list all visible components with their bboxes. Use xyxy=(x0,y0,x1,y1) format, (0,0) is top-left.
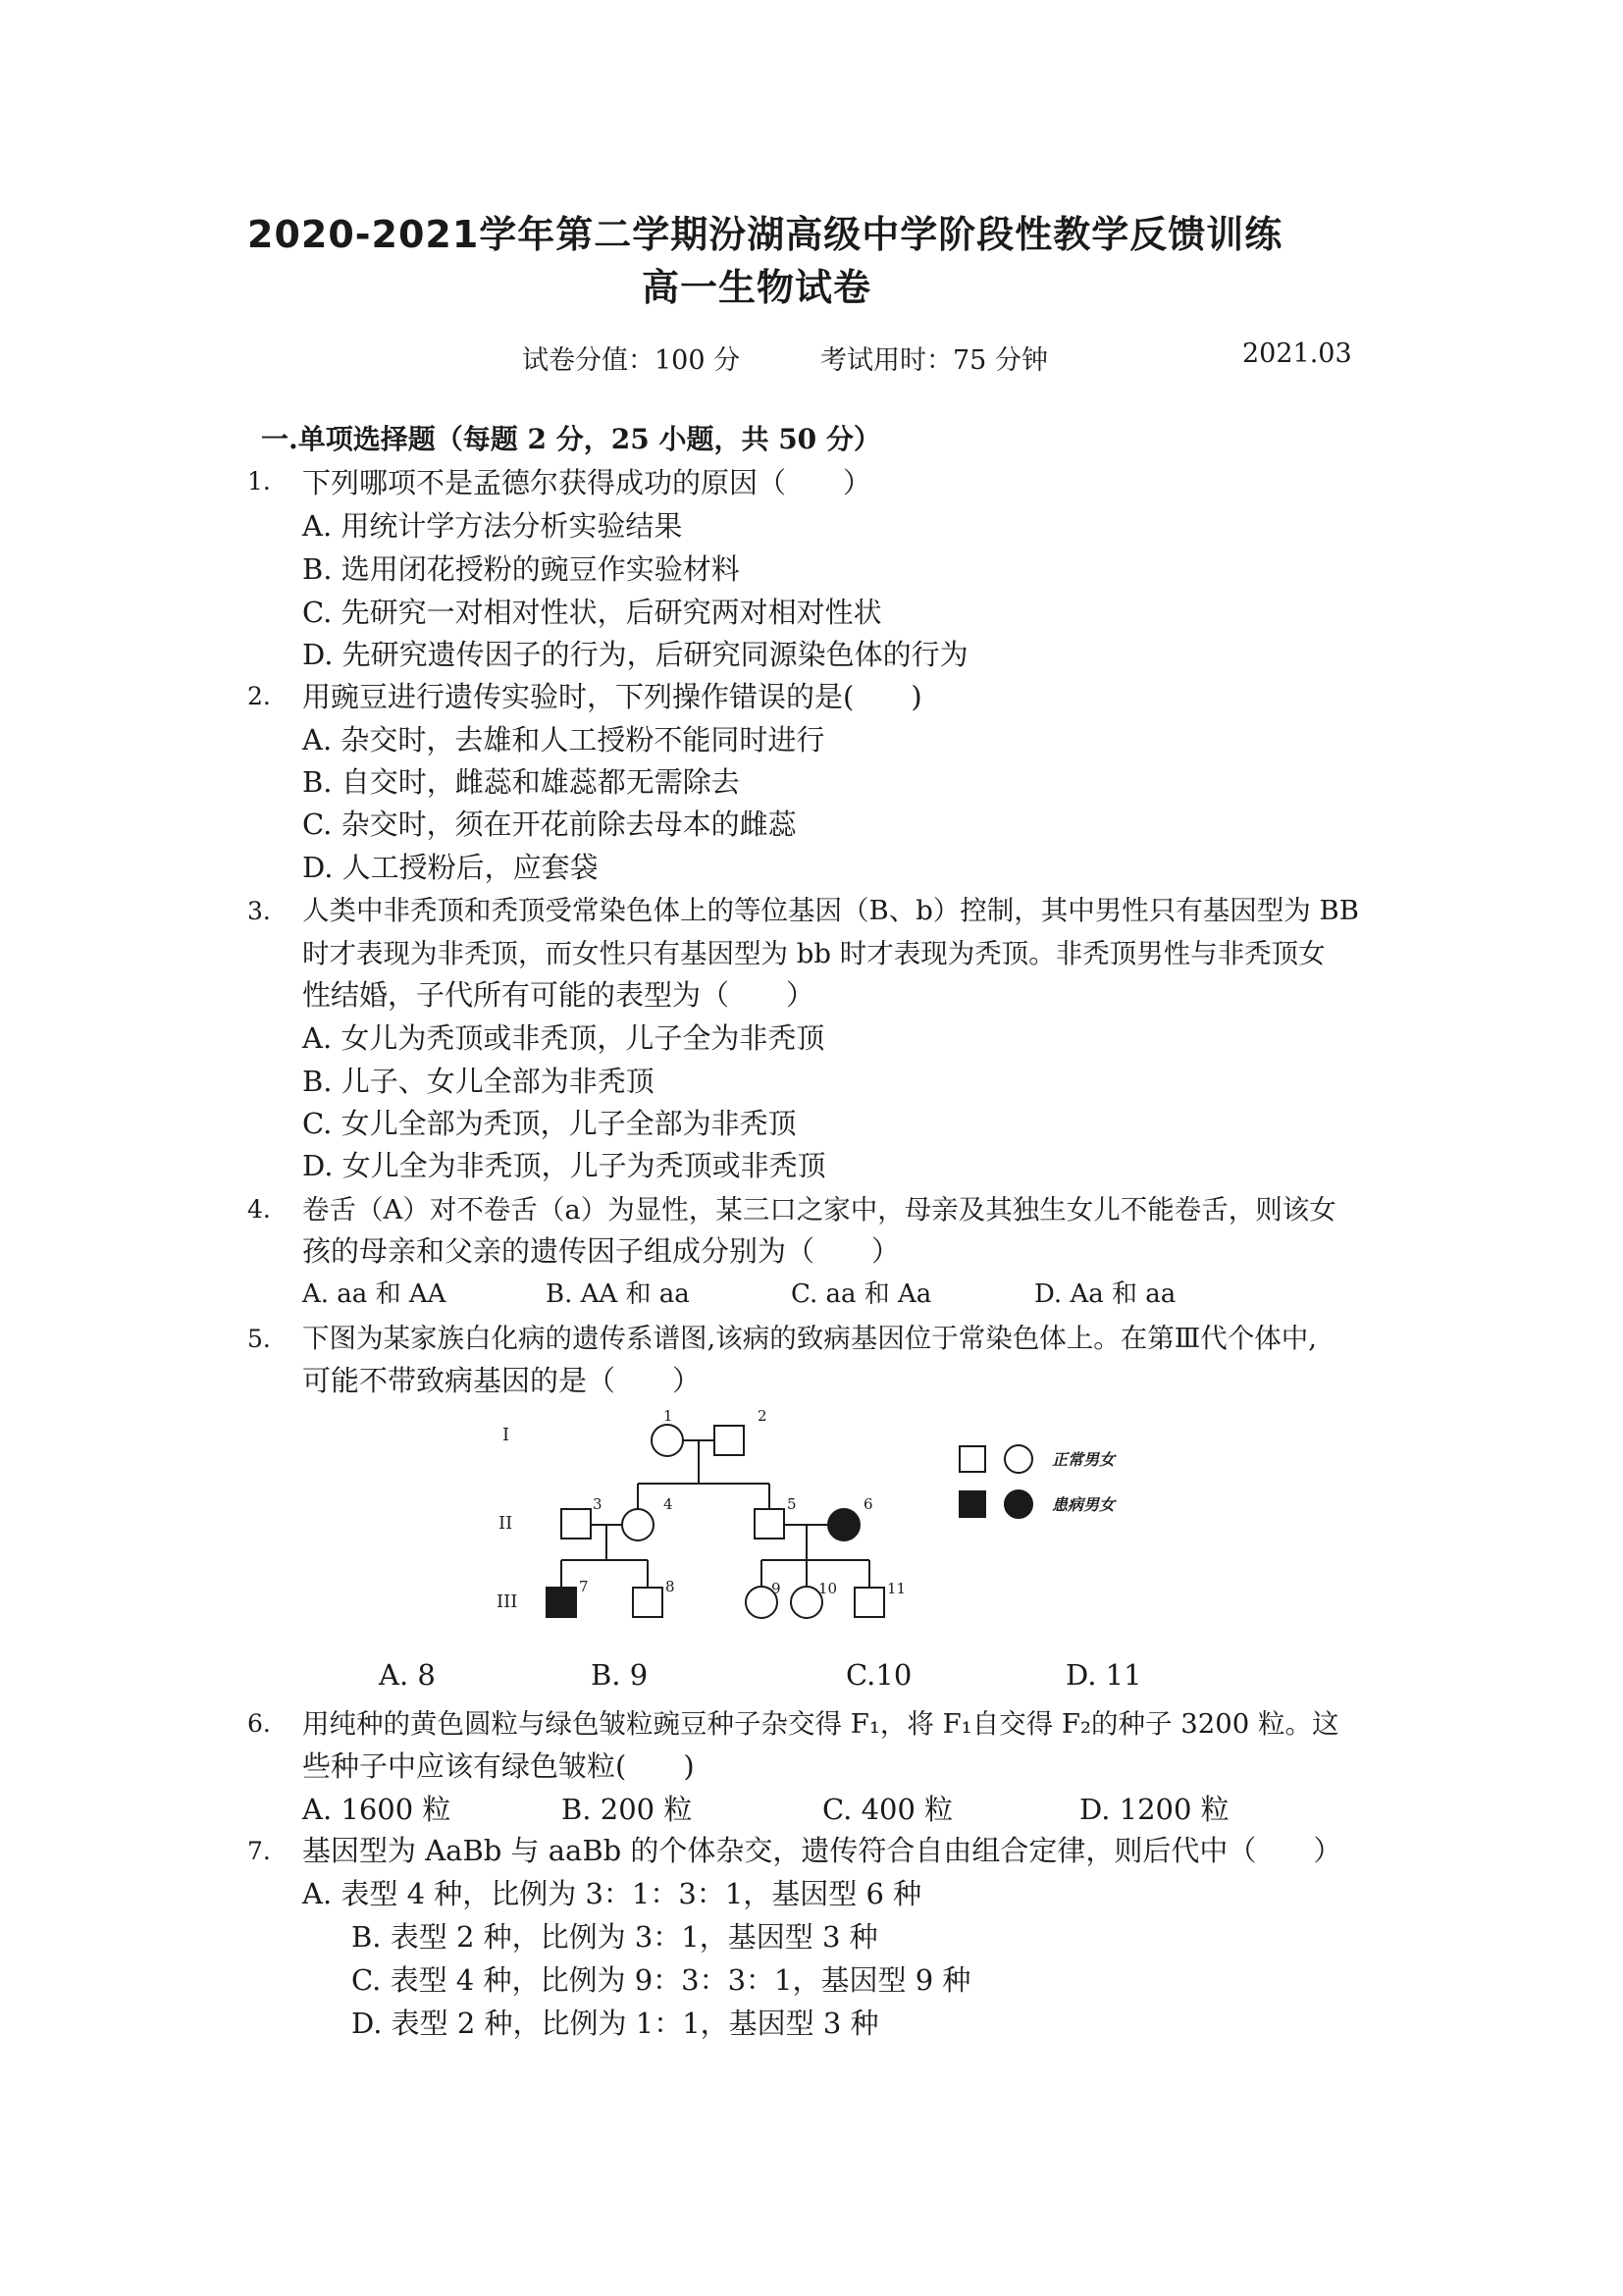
option-a: A. 表型 4 种，比例为 3：1：3：1，基因型 6 种 xyxy=(302,1877,922,1910)
option-a: A. 1600 粒 xyxy=(302,1793,451,1826)
individual-2-normal-male xyxy=(714,1426,744,1455)
option-c: C.10 xyxy=(846,1658,913,1692)
individual-number: 10 xyxy=(818,1580,838,1597)
individual-number: 1 xyxy=(663,1407,673,1425)
legend-normal-female-symbol xyxy=(1005,1445,1032,1473)
question-stem-line: 卷舌（A）对不卷舌（a）为显性，某三口之家中，母亲及其独生女儿不能卷舌，则该女 xyxy=(302,1194,1336,1226)
option-d: D. 先研究遗传因子的行为，后研究同源染色体的行为 xyxy=(302,638,969,671)
option-d: D. 人工授粉后，应套袋 xyxy=(302,851,599,884)
option-d: D. 女儿全为非秃顶，儿子为秃顶或非秃顶 xyxy=(302,1149,826,1182)
option-b: B. 自交时，雌蕊和雄蕊都无需除去 xyxy=(302,765,740,799)
individual-11-normal-male xyxy=(855,1588,884,1617)
question-number: 4. xyxy=(247,1195,271,1224)
question-stem-line: 时才表现为非秃顶，而女性只有基因型为 bb 时才表现为秃顶。非秃顶男性与非秃顶女 xyxy=(302,938,1326,969)
question-stem-line: 些种子中应该有绿色皱粒( ) xyxy=(302,1749,695,1783)
option-c: C. 女儿全部为秃顶，儿子全部为非秃顶 xyxy=(302,1107,797,1140)
exam-date: 2021.03 xyxy=(1242,339,1352,369)
question-stem: 基因型为 AaBb 与 aaBb 的个体杂交，遗传符合自由组合定律，则后代中（ ） xyxy=(302,1834,1342,1867)
option-b: B. 儿子、女儿全部为非秃顶 xyxy=(302,1065,654,1098)
individual-5-normal-male xyxy=(755,1509,784,1539)
question-stem: 用豌豆进行遗传实验时，下列操作错误的是( ) xyxy=(302,680,922,713)
question-stem-line: 下图为某家族白化病的遗传系谱图,该病的致病基因位于常染色体上。在第Ⅲ代个体中, xyxy=(302,1323,1317,1354)
individual-1-normal-female xyxy=(652,1425,683,1456)
option-d: D. 11 xyxy=(1066,1658,1142,1692)
individual-6-affected-female xyxy=(828,1509,860,1540)
score-info: 试卷分值：100 分 xyxy=(522,345,741,376)
generation-label: II xyxy=(498,1513,513,1534)
generation-label: III xyxy=(497,1592,518,1612)
individual-number: 6 xyxy=(864,1495,873,1513)
individual-7-affected-male xyxy=(547,1588,576,1617)
generation-label: I xyxy=(502,1425,510,1445)
question-number: 7. xyxy=(247,1837,271,1865)
question-number: 5. xyxy=(247,1325,271,1353)
time-info: 考试用时：75 分钟 xyxy=(820,345,1048,376)
option-c: C. 表型 4 种，比例为 9：3：3：1，基因型 9 种 xyxy=(351,1963,971,1997)
individual-8-normal-male xyxy=(633,1588,662,1617)
option-b: B. 9 xyxy=(591,1658,649,1692)
option-c: C. 杂交时，须在开花前除去母本的雌蕊 xyxy=(302,808,797,841)
legend-affected-female-symbol xyxy=(1005,1490,1032,1518)
title-line-1: 2020-2021学年第二学期汾湖高级中学阶段性教学反馈训练 xyxy=(247,213,1283,256)
option-a: A. aa 和 AA xyxy=(302,1279,446,1309)
legend-normal-male-symbol xyxy=(960,1446,985,1472)
legend-affected-male-symbol xyxy=(960,1491,985,1517)
pedigree-diagram xyxy=(481,1393,1168,1629)
individual-number: 11 xyxy=(887,1580,907,1597)
option-d: D. Aa 和 aa xyxy=(1034,1279,1177,1309)
option-b: B. 200 粒 xyxy=(561,1793,693,1826)
option-c: C. aa 和 Aa xyxy=(791,1279,932,1309)
individual-number: 8 xyxy=(665,1578,675,1595)
question-number: 6. xyxy=(247,1709,271,1738)
individual-number: 7 xyxy=(579,1578,589,1595)
option-a: A. 杂交时，去雄和人工授粉不能同时进行 xyxy=(302,723,825,757)
question-stem-line: 性结婚，子代所有可能的表型为（ ） xyxy=(302,978,815,1012)
question-stem-line: 孩的母亲和父亲的遗传因子组成分别为（ ） xyxy=(302,1234,901,1268)
option-b: B. 表型 2 种，比例为 3：1，基因型 3 种 xyxy=(351,1920,878,1954)
individual-number: 2 xyxy=(758,1407,767,1425)
individual-number: 5 xyxy=(787,1495,797,1513)
option-c: C. 先研究一对相对性状，后研究两对相对性状 xyxy=(302,596,882,629)
question-number: 1. xyxy=(247,467,271,496)
question-number: 3. xyxy=(247,897,271,925)
question-number: 2. xyxy=(247,682,271,710)
option-b: B. AA 和 aa xyxy=(546,1279,690,1309)
option-a: A. 8 xyxy=(379,1658,436,1692)
option-d: D. 1200 粒 xyxy=(1079,1793,1230,1826)
individual-number: 4 xyxy=(663,1495,673,1513)
option-b: B. 选用闭花授粉的豌豆作实验材料 xyxy=(302,552,740,586)
option-a: A. 女儿为秃顶或非秃顶，儿子全为非秃顶 xyxy=(302,1021,825,1055)
question-stem-line: 人类中非秃顶和秃顶受常染色体上的等位基因（B、b）控制，其中男性只有基因型为 BB xyxy=(302,895,1359,926)
title-line-2: 高一生物试卷 xyxy=(642,266,872,309)
individual-number: 9 xyxy=(771,1580,781,1597)
individual-4-normal-female xyxy=(622,1509,654,1540)
option-c: C. 400 粒 xyxy=(822,1793,954,1826)
individual-number: 3 xyxy=(593,1495,602,1513)
question-stem-line: 用纯种的黄色圆粒与绿色皱粒豌豆种子杂交得 F₁，将 F₁自交得 F₂的种子 3200 粒。这 xyxy=(302,1708,1339,1740)
section-heading: 一.单项选择题（每题 2 分，25 小题，共 50 分） xyxy=(261,423,881,455)
individual-3-normal-male xyxy=(561,1509,591,1539)
legend-affected-label: 患病男女 xyxy=(1052,1495,1116,1514)
option-d: D. 表型 2 种，比例为 1：1，基因型 3 种 xyxy=(351,2007,879,2040)
option-a: A. 用统计学方法分析实验结果 xyxy=(302,509,683,543)
question-stem-line: 可能不带致病基因的是（ ） xyxy=(302,1364,702,1397)
legend-normal-label: 正常男女 xyxy=(1052,1450,1116,1469)
question-stem: 下列哪项不是孟德尔获得成功的原因（ ） xyxy=(302,466,872,499)
